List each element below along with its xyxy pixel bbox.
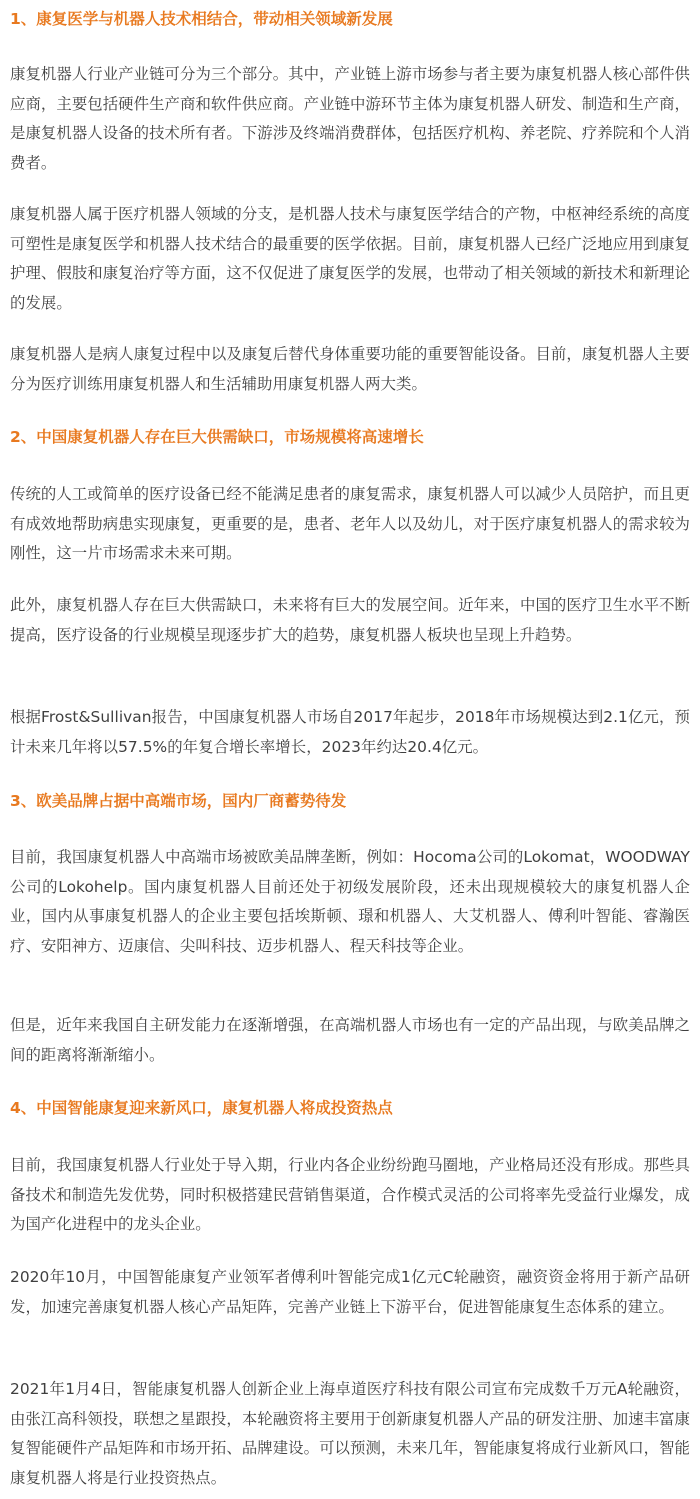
section-4-paragraph-1: 目前，我国康复机器人行业处于导入期，行业内各企业纷纷跑马圈地，产业格局还没有形成。那些具备技术和制造先发优势，同时积极搭建民营销售渠道，合作模式灵活的公司将率先受益行业爆发，成为国产化进程中的龙头企业。 bbox=[10, 1156, 690, 1233]
section-3-paragraph-2: 但是，近年来我国自主研发能力在逐渐增强，在高端机器人市场也有一定的产品出现，与欧美品牌之间的距离将渐渐缩小。 bbox=[10, 1016, 690, 1064]
section-3-heading: 3、欧美品牌占据中高端市场，国内厂商蓄势待发 bbox=[10, 792, 347, 810]
section-2-heading: 2、中国康复机器人存在巨大供需缺口，市场规模将高速增长 bbox=[10, 428, 424, 446]
section-4-heading: 4、中国智能康复迎来新风口，康复机器人将成投资热点 bbox=[10, 1099, 393, 1117]
section-2-paragraph-3: 根据Frost&Sullivan报告，中国康复机器人市场自2017年起步，2018年市场规模达到2.1亿元，预计未来几年将以57.5%的年复合增长率增长，2023年约达20.4亿元。 bbox=[10, 708, 690, 756]
section-4-paragraph-3: 2021年1月4日，智能康复机器人创新企业上海卓道医疗科技有限公司宣布完成数千万元A轮融资，由张江高科领投，联想之星跟投，本轮融资将主要用于创新康复机器人产品的研发注册、加速丰富康复智能硬件产品矩阵和市场开拓、品牌建设。可以预测，未来几年，智能康复将成行业新风口，智能康复机器人将是行业投资热点。 bbox=[10, 1380, 690, 1487]
section-4-paragraph-2: 2020年10月，中国智能康复产业领军者傅利叶智能完成1亿元C轮融资，融资资金将用于新产品研发，加速完善康复机器人核心产品矩阵，完善产业链上下游平台，促进智能康复生态体系的建立。 bbox=[10, 1268, 690, 1316]
section-1-paragraph-3: 康复机器人是病人康复过程中以及康复后替代身体重要功能的重要智能设备。目前，康复机器人主要分为医疗训练用康复机器人和生活辅助用康复机器人两大类。 bbox=[10, 345, 690, 393]
section-1-paragraph-2: 康复机器人属于医疗机器人领域的分支，是机器人技术与康复医学结合的产物，中枢神经系统的高度可塑性是康复医学和机器人技术结合的最重要的医学依据。目前，康复机器人已经广泛地应用到康复护理、假肢和康复治疗等方面，这不仅促进了康复医学的发展，也带动了相关领域的新技术和新理论的发展。 bbox=[10, 205, 690, 312]
section-2-paragraph-2: 此外，康复机器人存在巨大供需缺口，未来将有巨大的发展空间。近年来，中国的医疗卫生水平不断提高，医疗设备的行业规模呈现逐步扩大的趋势，康复机器人板块也呈现上升趋势。 bbox=[10, 596, 690, 644]
section-1-paragraph-1: 康复机器人行业产业链可分为三个部分。其中，产业链上游市场参与者主要为康复机器人核心部件供应商，主要包括硬件生产商和软件供应商。产业链中游环节主体为康复机器人研发、制造和生产商，是康复机器人设备的技术所有者。下游涉及终端消费群体，包括医疗机构、养老院、疗养院和个人消费者。 bbox=[10, 65, 690, 172]
section-3-paragraph-1: 目前，我国康复机器人中高端市场被欧美品牌垄断，例如：Hocoma公司的Lokomat，WOODWAY公司的Lokohelp。国内康复机器人目前还处于初级发展阶段，还未出现规模较大的康复机器人企业，国内从事康复机器人的企业主要包括埃斯顿、璟和机器人、大艾机器人、傅利叶智能、睿瀚医疗、安阳神方、迈康信、尖叫科技、迈步机器人、程天科技等企业。 bbox=[10, 848, 690, 955]
section-2-paragraph-1: 传统的人工或简单的医疗设备已经不能满足患者的康复需求，康复机器人可以减少人员陪护，而且更有成效地帮助病患实现康复，更重要的是，患者、老年人以及幼儿，对于医疗康复机器人的需求较为刚性，这一片市场需求未来可期。 bbox=[10, 485, 690, 562]
section-1-heading: 1、康复医学与机器人技术相结合，带动相关领域新发展 bbox=[10, 10, 393, 28]
